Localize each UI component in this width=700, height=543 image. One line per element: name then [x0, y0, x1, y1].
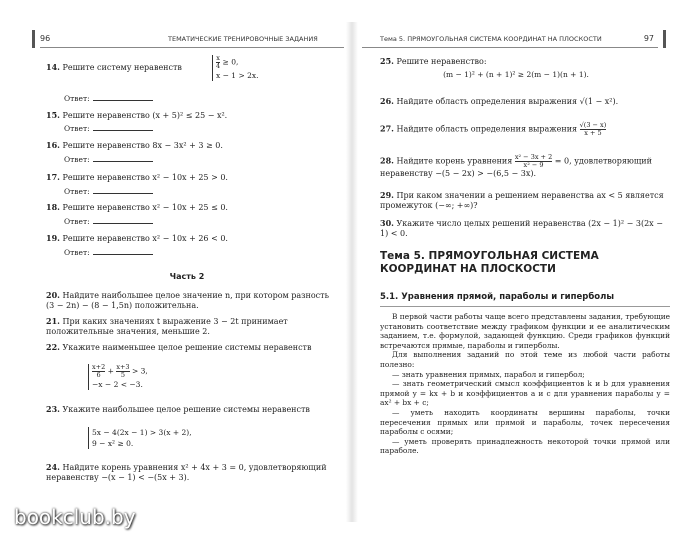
- answer-label: Ответ:: [64, 217, 90, 226]
- problem-number: 24.: [46, 462, 60, 472]
- problem-14-system: [212, 55, 259, 81]
- watermark: bookclub.by: [14, 505, 136, 529]
- problem-text: Решите систему неравенств: [62, 63, 182, 72]
- problem-number: 25.: [380, 56, 394, 66]
- answer-14: [64, 94, 153, 103]
- fraction-bottom: x + 5: [584, 129, 602, 137]
- list-item: — знать геометрический смысл коэффициентов k и b для уравнения прямой y = kx + b и коэффициентов a и c для уравнения параболы y = ax² + bx + c;: [380, 379, 670, 408]
- left-page-number: 96: [40, 34, 51, 43]
- problem-text: Найдите корень уравнения x² + 4x + 3 = 0, удовлетворяющий неравенству −(x − 1) < −(5x + 3).: [46, 463, 327, 482]
- paragraph: Для выполнения заданий по этой теме из любой части работы полезно:: [380, 350, 670, 369]
- problem-text: Решите неравенство x² − 10x + 25 ≤ 0.: [62, 203, 228, 212]
- problem-text: Укажите наибольшее целое решение системы неравенств: [62, 405, 310, 414]
- problem-29: [380, 190, 670, 211]
- answer-line: [93, 94, 153, 101]
- problem-text: Решите неравенство:: [396, 57, 487, 66]
- fraction-top: x² − 3x + 2: [514, 153, 553, 161]
- problem-number: 19.: [46, 233, 60, 243]
- fraction: [580, 122, 607, 137]
- problem-number: 17.: [46, 172, 60, 182]
- fraction-top: x+3: [116, 363, 130, 371]
- right-header-title: Тема 5. ПРЯМОУГОЛЬНАЯ СИСТЕМА КООРДИНАТ НА ПЛОСКОСТИ: [380, 35, 602, 43]
- fraction-bottom: 6: [96, 371, 101, 379]
- fraction-top: x+2: [92, 363, 106, 371]
- answer-label: Ответ:: [64, 187, 90, 196]
- problem-21: [46, 316, 338, 337]
- problem-text: Решите неравенство x² − 10x + 26 < 0.: [62, 234, 228, 243]
- fraction: [116, 364, 129, 379]
- book-fold: [346, 22, 358, 522]
- problem-15: [46, 110, 227, 121]
- problem-23-system: [88, 427, 192, 449]
- section-body: [380, 312, 670, 456]
- answer-line: [93, 124, 153, 131]
- problem-number: 23.: [46, 404, 60, 414]
- fraction-bottom: 4: [216, 62, 221, 70]
- problem-22-system: [88, 364, 148, 390]
- answer-line: [93, 187, 153, 194]
- problem-number: 15.: [46, 110, 60, 120]
- topic-title: Тема 5. ПРЯМОУГОЛЬНАЯ СИСТЕМА КООРДИНАТ НА ПЛОСКОСТИ: [380, 250, 599, 275]
- problem-27: [380, 122, 670, 137]
- problem-number: 21.: [46, 316, 60, 326]
- problem-text: Решите неравенство x² − 10x + 25 > 0.: [62, 173, 228, 182]
- fraction: [92, 364, 105, 379]
- part-2-title: Часть 2: [169, 272, 205, 281]
- problem-number: 18.: [46, 202, 60, 212]
- problem-text: Укажите наименьшее целое решение системы неравенств: [62, 343, 312, 352]
- problem-17: [46, 172, 228, 183]
- answer-label: Ответ:: [64, 248, 90, 257]
- system-line-2: 9 − x² ≥ 0.: [92, 439, 134, 448]
- system-line-2: x − 1 > 2x.: [216, 71, 259, 80]
- problem-16: [46, 140, 223, 151]
- answer-18: [64, 217, 153, 226]
- answer-16: [64, 155, 153, 164]
- problem-text: Найдите корень уравнения: [396, 156, 513, 166]
- system-line-1: 5x − 4(2x − 1) > 3(x + 2),: [92, 428, 192, 437]
- section-rule: [380, 306, 670, 307]
- left-header-title: ТЕМАТИЧЕСКИЕ ТРЕНИРОВОЧНЫЕ ЗАДАНИЯ: [168, 35, 318, 43]
- fraction-bottom: 5: [120, 371, 125, 379]
- problem-number: 27.: [380, 123, 394, 134]
- fraction-bottom: x² − 9: [523, 161, 544, 169]
- answer-label: Ответ:: [64, 94, 90, 103]
- problem-24: [46, 462, 338, 483]
- problem-text: Найдите область определения выражения: [396, 124, 578, 134]
- problem-number: 14.: [46, 62, 60, 72]
- right-header-bar: [663, 30, 666, 48]
- answer-17: [64, 187, 153, 196]
- right-page-header: [358, 32, 674, 48]
- problem-28: [380, 154, 670, 179]
- problem-14: [46, 62, 182, 73]
- right-header-rule: [362, 47, 658, 48]
- system-line-2: −x − 2 < −3.: [92, 380, 143, 389]
- problem-20: [46, 290, 338, 311]
- problem-text: Решите неравенство (x + 5)² ≤ 25 − x².: [62, 111, 228, 120]
- system-tail: > 3,: [129, 366, 148, 376]
- problem-26: [380, 96, 618, 107]
- problem-text: Найдите наибольшее целое значение n, при котором разность (3 − 2n) − (8 − 1,5n) положительна.: [46, 291, 329, 310]
- fraction-top: √(3 − x): [579, 121, 607, 129]
- problem-number: 28.: [380, 155, 394, 166]
- right-page: [358, 22, 674, 522]
- left-header-rule: [40, 47, 344, 48]
- problem-25-formula: (m − 1)² + (n + 1)² ≥ 2(m − 1)(n + 1).: [443, 70, 589, 79]
- problem-number: 16.: [46, 140, 60, 150]
- left-page: [28, 22, 346, 522]
- fraction: [515, 154, 552, 169]
- system-line-1: [216, 55, 259, 70]
- problem-23: [46, 404, 338, 415]
- problem-text: Решите неравенство 8x − 3x² + 3 ≥ 0.: [62, 141, 223, 150]
- problem-text: При каких значениях t выражение 3 − 2t принимает положительные значения, меньшие 2.: [46, 317, 288, 336]
- book-spread: [28, 22, 674, 522]
- system-tail: ≥ 0,: [220, 57, 239, 67]
- left-header-bar: [32, 30, 35, 48]
- answer-label: Ответ:: [64, 124, 90, 133]
- fraction-top: x: [216, 54, 220, 62]
- list-item: — уметь находить координаты вершины параболы, точки пересечения прямых или прямой и параболы, точек пересечения параболы с осями;: [380, 407, 670, 437]
- answer-line: [93, 248, 153, 255]
- section-title: 5.1. Уравнения прямой, параболы и гиперболы: [380, 292, 615, 302]
- system-line-1: [92, 364, 148, 379]
- problem-18: [46, 202, 228, 213]
- answer-15: [64, 124, 153, 133]
- list-item: — знать уравнения прямых, парабол и гипербол;: [392, 369, 585, 379]
- problem-25: [380, 56, 487, 67]
- problem-number: 26.: [380, 96, 394, 106]
- answer-label: Ответ:: [64, 155, 90, 164]
- problem-text: При каком значении a решением неравенства ax < 5 является промежуток (−∞; +∞)?: [380, 191, 664, 210]
- plus-sign: +: [105, 366, 117, 376]
- problem-22: [46, 342, 338, 353]
- paragraph: В первой части работы чаще всего представлены задания, требующие установить соответствие между графиком функции и ее аналитическим заданием, т.е. формулой, задающей функцию. Среди графиков функций встречаются прямые, параболы и гиперболы.: [380, 312, 670, 350]
- problem-19: [46, 233, 228, 244]
- list-item: — уметь проверять принадлежность некоторой точки прямой или параболе.: [380, 436, 670, 456]
- problem-number: 30.: [380, 218, 394, 228]
- answer-line: [93, 217, 153, 224]
- problem-text: Найдите область определения выражения √(1 − x²).: [396, 97, 619, 106]
- problem-text: Укажите число целых решений неравенства (2x − 1)² − 3(2x − 1) < 0.: [380, 219, 663, 238]
- problem-number: 20.: [46, 290, 60, 300]
- right-page-number: 97: [643, 34, 654, 43]
- left-page-header: [28, 32, 346, 48]
- answer-line: [93, 155, 153, 162]
- problem-30: [380, 218, 670, 239]
- problem-text-continued: = 0, удовлетворяющий неравенству −(5 − 2x) > −(6,5 − 3x).: [380, 156, 652, 178]
- problem-number: 22.: [46, 342, 60, 352]
- answer-19: [64, 248, 153, 257]
- problem-number: 29.: [380, 190, 394, 200]
